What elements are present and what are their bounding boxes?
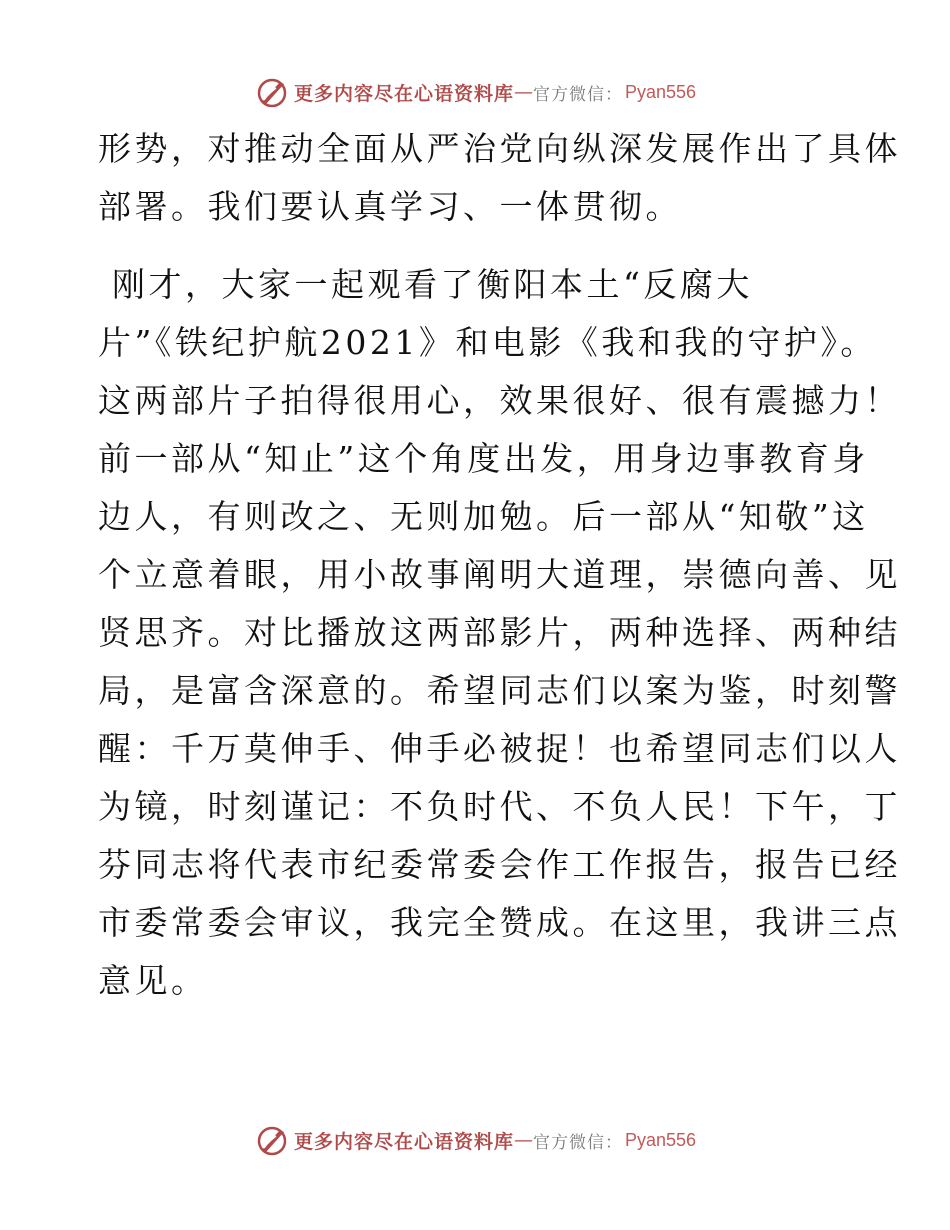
- paragraph-2: [98, 256, 901, 1010]
- header-banner: [0, 72, 950, 112]
- header-contact-label: 官方微信：: [532, 84, 623, 105]
- text-line: 形势，对推动全面从严治党向纵深发展作出了具体: [98, 129, 901, 168]
- text-line: 意见。: [98, 961, 208, 1000]
- text-line: 芬同志将代表市纪委常委会作工作报告，报告已经: [98, 845, 901, 884]
- text-line: 醒：千万莫伸手、伸手必被捉！也希望同志们以人: [98, 729, 901, 768]
- text-line: 贤思齐。对比播放这两部影片，两种选择、两种结: [98, 613, 901, 652]
- text-line: 边人，有则改之、无则加勉。后一部从“知敬”这: [98, 497, 869, 536]
- text-line: 刚才，大家一起观看了衡阳本土“反腐大: [98, 265, 753, 304]
- document-body: [98, 120, 901, 1010]
- text-line: 片”《铁纪护航2021》和电影《我和我的守护》。: [98, 323, 877, 362]
- footer-contact-label: 官方微信：: [532, 1132, 623, 1153]
- text-line: 个立意着眼，用小故事阐明大道理，崇德向善、见: [98, 555, 901, 594]
- text-line: 局，是富含深意的。希望同志们以案为鉴，时刻警: [98, 671, 901, 710]
- header-contact-id: Pyan556: [624, 81, 697, 102]
- quill-pen-logo-icon: [254, 74, 290, 110]
- paragraph-1: [98, 120, 901, 236]
- quill-pen-logo-icon: [254, 1122, 290, 1158]
- header-dash: —: [513, 81, 533, 103]
- footer-contact-id: Pyan556: [624, 1129, 697, 1150]
- footer-dash: —: [513, 1129, 533, 1151]
- footer-banner: [0, 1120, 950, 1160]
- text-line: 部署。我们要认真学习、一体贯彻。: [98, 187, 682, 226]
- text-line: 为镜，时刻谨记：不负时代、不负人民！下午，丁: [98, 787, 901, 826]
- header-site-text: 更多内容尽在心语资料库: [293, 82, 514, 105]
- text-line: 前一部从“知止”这个角度出发，用身边事教育身: [98, 439, 869, 478]
- text-line: 这两部片子拍得很用心，效果很好、很有震撼力！: [98, 381, 901, 420]
- text-line: 市委常委会审议，我完全赞成。在这里，我讲三点: [98, 903, 901, 942]
- footer-site-text: 更多内容尽在心语资料库: [293, 1130, 514, 1153]
